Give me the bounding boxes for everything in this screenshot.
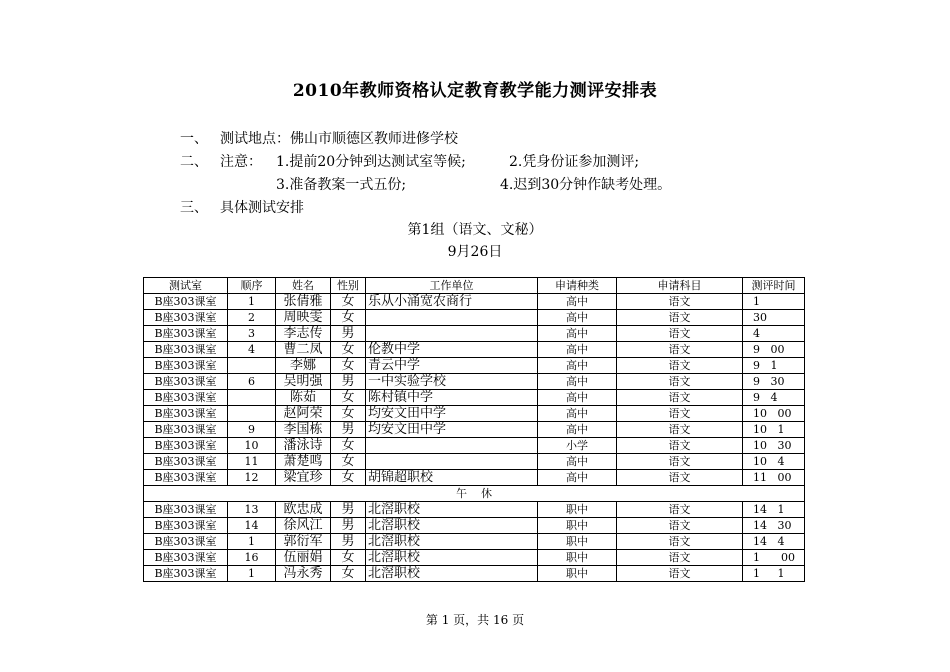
gender-cell: 女: [331, 438, 366, 454]
time-cell: 4: [743, 326, 805, 342]
name-cell: 吴明强: [276, 374, 331, 390]
time-cell: 1: [743, 294, 805, 310]
header-gender: 性别: [331, 278, 366, 294]
unit-cell: 一中实验学校: [366, 374, 538, 390]
unit-cell: [366, 454, 538, 470]
time-cell: 9 30: [743, 374, 805, 390]
table-row: [144, 294, 805, 310]
subject-cell: 语文: [617, 294, 743, 310]
note-2-item-2: 2.凭身份证参加测评;: [509, 154, 640, 170]
subject-cell: 语文: [617, 358, 743, 374]
name-cell: 陈茹: [276, 390, 331, 406]
name-cell: 周映雯: [276, 310, 331, 326]
table-row: [144, 502, 805, 518]
gender-cell: 女: [331, 454, 366, 470]
table-row: [144, 374, 805, 390]
subject-cell: 语文: [617, 438, 743, 454]
table-row: [144, 326, 805, 342]
subject-cell: 语文: [617, 550, 743, 566]
unit-cell: [366, 310, 538, 326]
page-footer: 第 1 页，共 16 页: [425, 613, 525, 627]
time-cell: 9 4: [743, 390, 805, 406]
name-cell: 伍丽娟: [276, 550, 331, 566]
gender-cell: 男: [331, 502, 366, 518]
time-cell: 11 00: [743, 470, 805, 486]
time-cell: 10 1: [743, 422, 805, 438]
table-row: [144, 454, 805, 470]
type-cell: 高中: [538, 390, 617, 406]
gender-cell: 男: [331, 518, 366, 534]
name-cell: 郭衍军: [276, 534, 331, 550]
order-cell: 1: [228, 534, 276, 550]
order-cell: 11: [228, 454, 276, 470]
subject-cell: 语文: [617, 470, 743, 486]
table-row: [144, 406, 805, 422]
table-row: [144, 310, 805, 326]
unit-cell: 北滘职校: [366, 534, 538, 550]
note-2-number: 二、: [180, 154, 208, 170]
room-cell: B座303课室: [144, 518, 228, 534]
unit-cell: 北滘职校: [366, 502, 538, 518]
subject-cell: 语文: [617, 454, 743, 470]
type-cell: 职中: [538, 566, 617, 582]
room-cell: B座303课室: [144, 310, 228, 326]
room-cell: B座303课室: [144, 454, 228, 470]
unit-cell: 北滘职校: [366, 566, 538, 582]
date-heading: 9月26日: [447, 244, 503, 260]
header-room: 测试室: [144, 278, 228, 294]
type-cell: 职中: [538, 518, 617, 534]
room-cell: B座303课室: [144, 374, 228, 390]
type-cell: 高中: [538, 374, 617, 390]
gender-cell: 女: [331, 390, 366, 406]
name-cell: 冯永秀: [276, 566, 331, 582]
table-header-row: [144, 278, 805, 294]
lunch-break-row: [144, 486, 805, 502]
table-row: [144, 342, 805, 358]
order-cell: 10: [228, 438, 276, 454]
room-cell: B座303课室: [144, 390, 228, 406]
unit-cell: 均安文田中学: [366, 422, 538, 438]
note-3-text: 具体测试安排: [220, 200, 304, 216]
time-cell: 14 4: [743, 534, 805, 550]
table-row: [144, 438, 805, 454]
room-cell: B座303课室: [144, 358, 228, 374]
note-2-item-3: 3.准备教案一式五份;: [276, 177, 407, 193]
gender-cell: 女: [331, 342, 366, 358]
header-subject: 申请科目: [617, 278, 743, 294]
unit-cell: 均安文田中学: [366, 406, 538, 422]
gender-cell: 女: [331, 406, 366, 422]
order-cell: 3: [228, 326, 276, 342]
name-cell: 萧楚鸣: [276, 454, 331, 470]
order-cell: 1: [228, 566, 276, 582]
subject-cell: 语文: [617, 310, 743, 326]
order-cell: 16: [228, 550, 276, 566]
order-cell: [228, 358, 276, 374]
name-cell: 李国栋: [276, 422, 331, 438]
room-cell: B座303课室: [144, 502, 228, 518]
order-cell: 13: [228, 502, 276, 518]
name-cell: 李志传: [276, 326, 331, 342]
time-cell: 1 1: [743, 566, 805, 582]
subject-cell: 语文: [617, 390, 743, 406]
type-cell: 小学: [538, 438, 617, 454]
table-row: [144, 566, 805, 582]
type-cell: 高中: [538, 294, 617, 310]
time-cell: 14 1: [743, 502, 805, 518]
time-cell: 9 00: [743, 342, 805, 358]
gender-cell: 女: [331, 294, 366, 310]
room-cell: B座303课室: [144, 342, 228, 358]
order-cell: [228, 390, 276, 406]
unit-cell: 乐从小涌宽农商行: [366, 294, 538, 310]
gender-cell: 女: [331, 310, 366, 326]
unit-cell: [366, 438, 538, 454]
name-cell: 欧忠成: [276, 502, 331, 518]
table-row: [144, 470, 805, 486]
unit-cell: 伦教中学: [366, 342, 538, 358]
type-cell: 高中: [538, 358, 617, 374]
order-cell: 1: [228, 294, 276, 310]
order-cell: [228, 406, 276, 422]
header-name: 姓名: [276, 278, 331, 294]
order-cell: 9: [228, 422, 276, 438]
unit-cell: [366, 326, 538, 342]
gender-cell: 女: [331, 470, 366, 486]
subject-cell: 语文: [617, 566, 743, 582]
type-cell: 高中: [538, 342, 617, 358]
subject-cell: 语文: [617, 534, 743, 550]
name-cell: 李娜: [276, 358, 331, 374]
header-type: 申请种类: [538, 278, 617, 294]
subject-cell: 语文: [617, 422, 743, 438]
gender-cell: 女: [331, 550, 366, 566]
room-cell: B座303课室: [144, 422, 228, 438]
type-cell: 职中: [538, 502, 617, 518]
header-unit: 工作单位: [366, 278, 538, 294]
room-cell: B座303课室: [144, 534, 228, 550]
note-2-label: 注意：: [220, 154, 262, 170]
table-row: [144, 358, 805, 374]
name-cell: 赵阿荣: [276, 406, 331, 422]
time-cell: 30: [743, 310, 805, 326]
type-cell: 高中: [538, 470, 617, 486]
name-cell: 梁宜珍: [276, 470, 331, 486]
room-cell: B座303课室: [144, 470, 228, 486]
table-row: [144, 534, 805, 550]
schedule-table: [143, 277, 805, 582]
note-2-item-4: 4.迟到30分钟作缺考处理。: [500, 177, 672, 193]
group-heading: 第1组（语文、文秘）: [407, 222, 543, 238]
unit-cell: 青云中学: [366, 358, 538, 374]
time-cell: 14 30: [743, 518, 805, 534]
time-cell: 1 00: [743, 550, 805, 566]
time-cell: 10 4: [743, 454, 805, 470]
type-cell: 高中: [538, 422, 617, 438]
room-cell: B座303课室: [144, 438, 228, 454]
room-cell: B座303课室: [144, 326, 228, 342]
order-cell: 14: [228, 518, 276, 534]
order-cell: 6: [228, 374, 276, 390]
name-cell: 潘泳诗: [276, 438, 331, 454]
room-cell: B座303课室: [144, 550, 228, 566]
order-cell: 12: [228, 470, 276, 486]
subject-cell: 语文: [617, 342, 743, 358]
note-2-item-1: 1.提前20分钟到达测试室等候;: [276, 154, 466, 170]
name-cell: 张倩雅: [276, 294, 331, 310]
table-row: [144, 518, 805, 534]
unit-cell: 胡锦超职校: [366, 470, 538, 486]
name-cell: 徐风江: [276, 518, 331, 534]
order-cell: 4: [228, 342, 276, 358]
note-1-number: 一、: [180, 131, 208, 147]
type-cell: 高中: [538, 406, 617, 422]
subject-cell: 语文: [617, 518, 743, 534]
gender-cell: 男: [331, 534, 366, 550]
name-cell: 曹二凤: [276, 342, 331, 358]
time-cell: 9 1: [743, 358, 805, 374]
order-cell: 2: [228, 310, 276, 326]
type-cell: 职中: [538, 550, 617, 566]
header-time: 测评时间: [743, 278, 805, 294]
type-cell: 高中: [538, 326, 617, 342]
gender-cell: 男: [331, 374, 366, 390]
room-cell: B座303课室: [144, 406, 228, 422]
gender-cell: 男: [331, 422, 366, 438]
type-cell: 高中: [538, 310, 617, 326]
room-cell: B座303课室: [144, 294, 228, 310]
time-cell: 10 00: [743, 406, 805, 422]
gender-cell: 女: [331, 566, 366, 582]
note-3-number: 三、: [180, 200, 208, 216]
table-row: [144, 390, 805, 406]
table-row: [144, 422, 805, 438]
time-cell: 10 30: [743, 438, 805, 454]
lunch-break-label: 午 休: [144, 486, 805, 502]
type-cell: 职中: [538, 534, 617, 550]
unit-cell: 北滘职校: [366, 518, 538, 534]
subject-cell: 语文: [617, 502, 743, 518]
gender-cell: 女: [331, 358, 366, 374]
type-cell: 高中: [538, 454, 617, 470]
unit-cell: 陈村镇中学: [366, 390, 538, 406]
room-cell: B座303课室: [144, 566, 228, 582]
note-1-text: 测试地点：佛山市顺德区教师进修学校: [220, 131, 458, 147]
unit-cell: 北滘职校: [366, 550, 538, 566]
subject-cell: 语文: [617, 406, 743, 422]
subject-cell: 语文: [617, 326, 743, 342]
table-row: [144, 550, 805, 566]
page-title: 2010年教师资格认定教育教学能力测评安排表: [292, 81, 658, 101]
header-order: 顺序: [228, 278, 276, 294]
subject-cell: 语文: [617, 374, 743, 390]
gender-cell: 男: [331, 326, 366, 342]
